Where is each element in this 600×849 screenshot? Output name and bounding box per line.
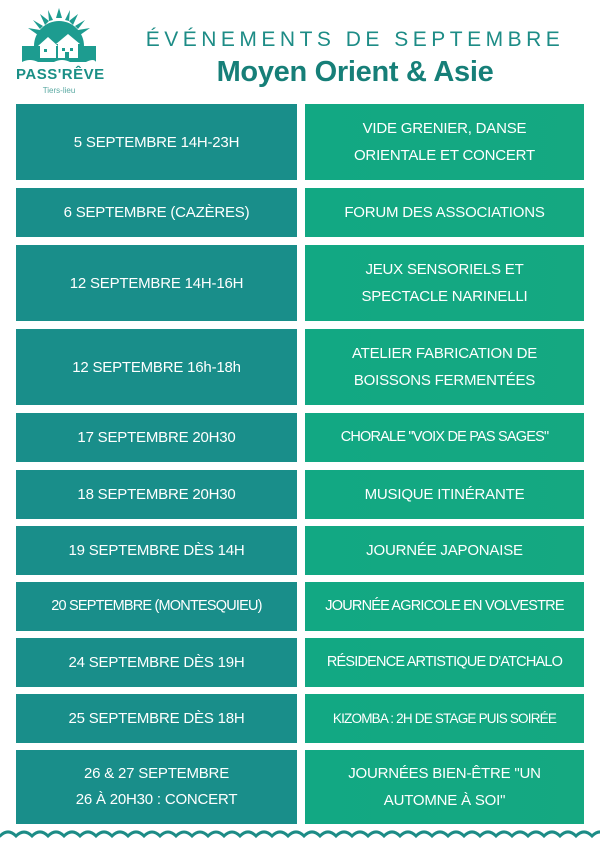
event-date: 12 SEPTEMBRE 16h-18h <box>16 329 297 405</box>
event-title: ATELIER FABRICATION DE BOISSONS FERMENTÉES <box>305 329 584 405</box>
event-date: 18 SEPTEMBRE 20H30 <box>16 470 297 519</box>
header <box>0 0 600 100</box>
event-title: VIDE GRENIER, DANSE ORIENTALE ET CONCERT <box>305 104 584 180</box>
event-title: RÉSIDENCE ARTISTIQUE D'ATCHALO <box>305 638 584 687</box>
event-row <box>16 245 584 321</box>
event-row <box>16 526 584 575</box>
event-title: CHORALE "VOIX DE PAS SAGES" <box>305 413 584 462</box>
event-title: MUSIQUE ITINÉRANTE <box>305 470 584 519</box>
wave-decoration-icon <box>0 826 600 849</box>
event-row <box>16 750 584 824</box>
event-title: FORUM DES ASSOCIATIONS <box>305 188 584 237</box>
page-title: Moyen Orient & Asie <box>216 56 494 88</box>
event-date: 20 SEPTEMBRE (MONTESQUIEU) <box>16 582 297 631</box>
event-row <box>16 413 584 462</box>
event-row <box>16 104 584 180</box>
event-row <box>16 470 584 519</box>
logo <box>16 6 105 102</box>
event-row <box>16 638 584 687</box>
event-title: JOURNÉE JAPONAISE <box>305 526 584 575</box>
event-title: KIZOMBA : 2H DE STAGE PUIS SOIRÉE <box>305 694 584 743</box>
event-row <box>16 188 584 237</box>
logo-house-sun-icon <box>16 6 102 68</box>
event-title: JOURNÉES BIEN-ÊTRE "UN AUTOMNE À SOI" <box>305 750 584 824</box>
event-date: 25 SEPTEMBRE DÈS 18H <box>16 694 297 743</box>
page-supertitle: ÉVÉNEMENTS DE SEPTEMBRE <box>145 28 565 51</box>
event-date: 17 SEPTEMBRE 20H30 <box>16 413 297 462</box>
event-date <box>16 750 297 824</box>
event-title: JEUX SENSORIELS ET SPECTACLE NARINELLI <box>305 245 584 321</box>
event-date-line: 26 & 27 SEPTEMBRE <box>84 765 229 782</box>
logo-name: PASS'RÊVE <box>16 66 105 83</box>
event-date: 5 SEPTEMBRE 14H-23H <box>16 104 297 180</box>
event-row <box>16 582 584 631</box>
logo-subtitle: Tiers-lieu <box>42 86 76 95</box>
event-date: 12 SEPTEMBRE 14H-16H <box>16 245 297 321</box>
event-row <box>16 694 584 743</box>
event-date: 6 SEPTEMBRE (CAZÈRES) <box>16 188 297 237</box>
event-date: 24 SEPTEMBRE DÈS 19H <box>16 638 297 687</box>
event-date: 19 SEPTEMBRE DÈS 14H <box>16 526 297 575</box>
event-row <box>16 329 584 405</box>
event-title: JOURNÉE AGRICOLE EN VOLVESTRE <box>305 582 584 631</box>
event-date-line: 26 À 20H30 : CONCERT <box>75 791 238 808</box>
